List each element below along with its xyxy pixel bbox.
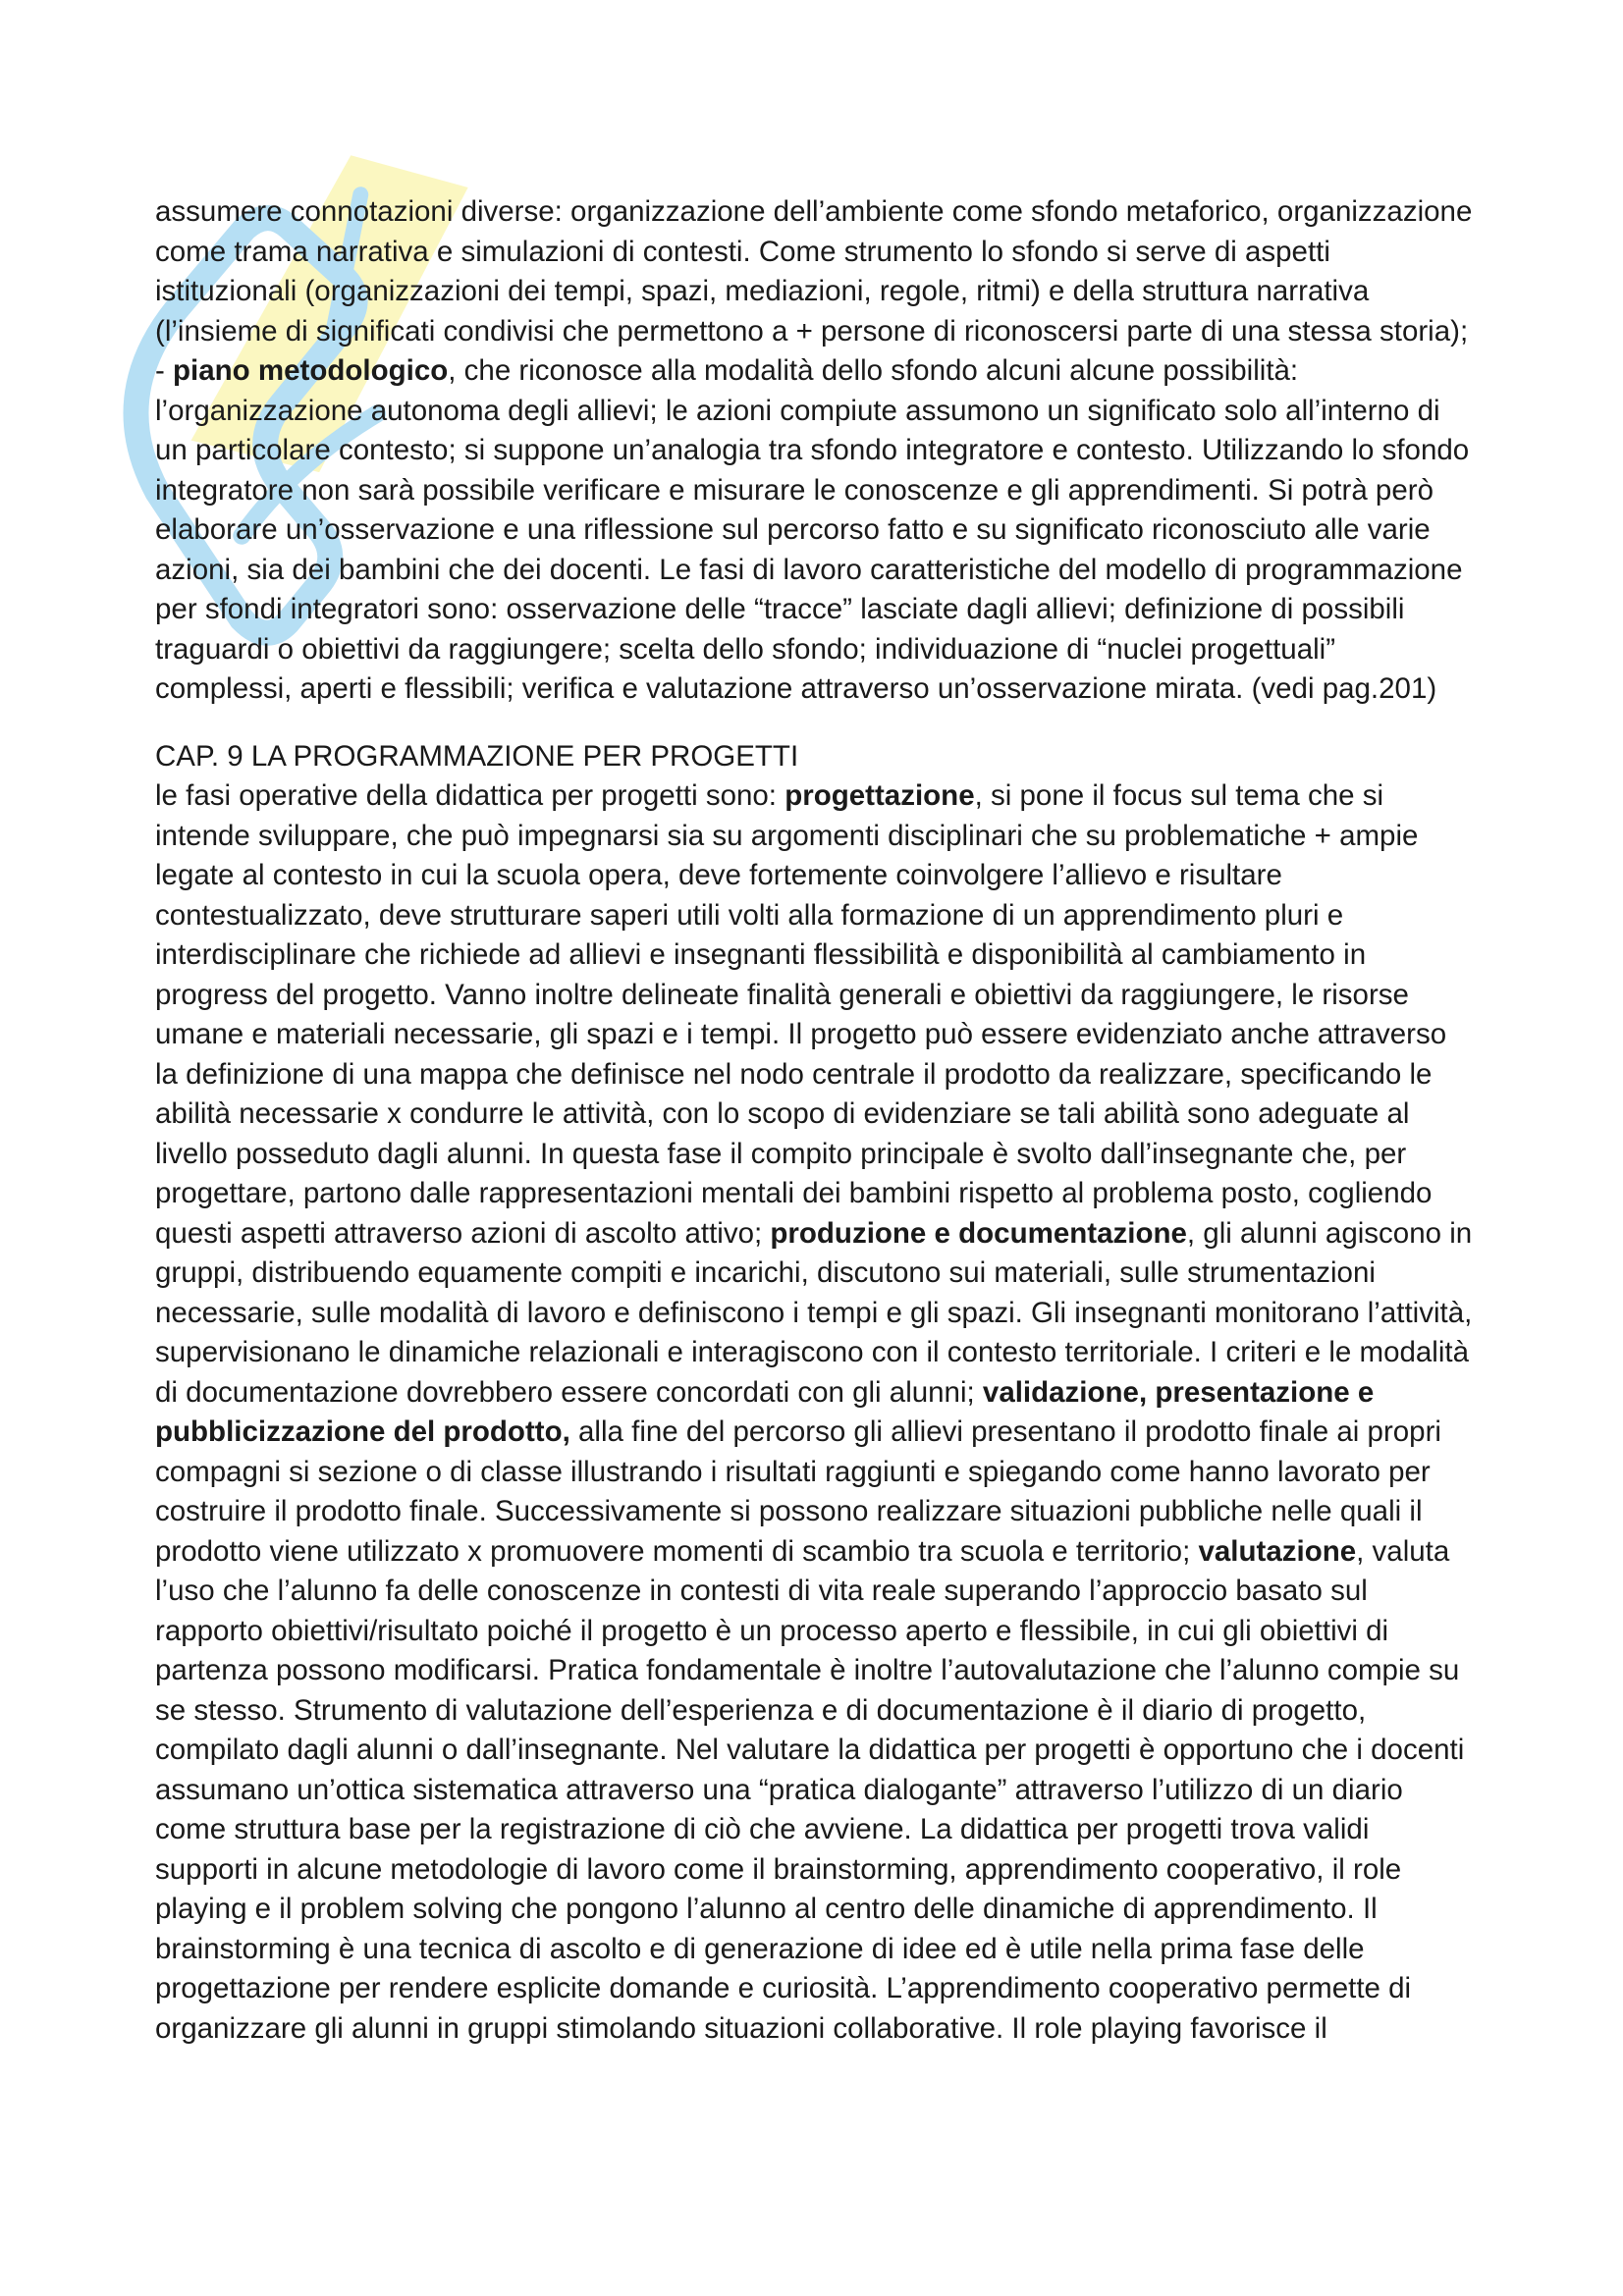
bold-term-validazione: validazione, presentazione e pubblicizzazione del prodotto, xyxy=(155,1375,1375,1448)
bold-term-valutazione: valutazione xyxy=(1198,1534,1357,1568)
bold-term-progettazione: progettazione xyxy=(784,779,975,812)
text-run: le fasi operative della didattica per progetti sono: xyxy=(155,779,785,812)
text-run: alla fine del percorso gli allievi presentano il prodotto finale ai propri compagni si sezione o di classe illustrando i risultati raggiunti e spiegando come hanno lavorato per costruire il prodotto finale. Successivamente si possono realizzare situazioni pubbliche nelle quali il prodotto viene utilizzato x promuovere momenti di scambio tra scuola e territorio; xyxy=(155,1415,1441,1568)
paragraph-programmazione-progetti xyxy=(155,776,1476,2049)
text-run: , si pone il focus sul tema che si intende sviluppare, che può impegnarsi sia su argomenti disciplinari che su problematiche + ampie legate al contesto in cui la scuola opera, deve fortemente coinvolgere l’allievo e risultare contestualizzato, deve strutturare saperi utili volti alla formazione di un apprendimento pluri e interdisciplinare che richiede ad allievi e insegnanti flessibilità e disponibilità al cambiamento in progress del progetto. Vanno inoltre delineate finalità generali e obiettivi da raggiungere, le risorse umane e materiali necessarie, gli spazi e i tempi. Il progetto può essere evidenziato anche attraverso la definizione di una mappa che definisce nel nodo centrale il prodotto da realizzare, specificando le abilità necessarie x condurre le attività, con lo scopo di evidenziare se tali abilità sono adeguate al livello posseduto dagli alunni. In questa fase il compito principale è svolto dall’insegnante che, per progettare, partono dalle rappresentazioni mentali dei bambini rispetto al problema posto, cogliendo questi aspetti attraverso azioni di ascolto attivo; xyxy=(155,779,1447,1250)
bold-term-piano-metodologico: piano metodologico xyxy=(173,354,449,387)
paragraph-sfondo-integratore xyxy=(155,192,1476,710)
bold-term-produzione-documentazione: produzione e documentazione xyxy=(770,1216,1187,1250)
text-run: assumere connotazioni diverse: organizzazione dell’ambiente come sfondo metaforico, organizzazione come trama narrativa e simulazioni di contesti. Come strumento lo sfondo si serve di aspetti istituzionali (organizzazioni dei tempi, spazi, mediazioni, regole, ritmi) e della struttura narrativa (l’insieme di significati condivisi che permettono a + persone di riconoscersi parte di una stessa storia); - xyxy=(155,195,1473,387)
text-run: , valuta l’uso che l’alunno fa delle conoscenze in contesti di vita reale superando l’approccio basato sul rapporto obiettivi/risultato poiché il progetto è un processo aperto e flessibile, in cui gli obiettivi di partenza possono modificarsi. Pratica fondamentale è inoltre l’autovalutazione che l’alunno compie su se stesso. Strumento di valutazione dell’esperienza e di documentazione è il diario di progetto, compilato dagli alunni o dall’insegnante. Nel valutare la didattica per progetti è opportuno che i docenti assumano un’ottica sistematica attraverso una “pratica dialogante” attraverso l’utilizzo di un diario come struttura base per la registrazione di ciò che avviene. La didattica per progetti trova validi supporti in alcune metodologie di lavoro come il brainstorming, apprendimento cooperativo, il role playing e il problem solving che pongono l’alunno al centro delle dinamiche di apprendimento. Il brainstorming è una tecnica di ascolto e di generazione di idee ed è utile nella prima fase delle progettazione per rendere esplicite domande e curiosità. L’apprendimento cooperativo permette di organizzare gli alunni in gruppi stimolando situazioni collaborative. Il role playing favorisce il xyxy=(155,1534,1465,2045)
text-run: , gli alunni agiscono in gruppi, distribuendo equamente compiti e incarichi, discutono sui materiali, sulle strumentazioni necessarie, sulle modalità di lavoro e definiscono i tempi e gli spazi. Gli insegnanti monitorano l’attività, supervisionano le dinamiche relazionali e interagiscono con il contesto territoriale. I criteri e le modalità di documentazione dovrebbero essere concordati con gli alunni; xyxy=(155,1216,1473,1409)
document-body xyxy=(155,192,1476,2049)
text-run: , che riconosce alla modalità dello sfondo alcuni alcune possibilità: l’organizzazione autonoma degli allievi; le azioni compiute assumono un significato solo all’interno di un particolare contesto; si suppone un’analogia tra sfondo integratore e contesto. Utilizzando lo sfondo integratore non sarà possibile verificare e misurare le conoscenze e gli apprendimenti. Si potrà però elaborare un’osservazione e una riflessione sul percorso fatto e su significato riconosciuto alle varie azioni, sia dei bambini che dei docenti. Le fasi di lavoro caratteristiche del modello di programmazione per sfondi integratori sono: osservazione delle “tracce” lasciate dagli allievi; definizione di possibili traguardi o obiettivi da raggiungere; scelta dello sfondo; individuazione di “nuclei progettuali” complessi, aperti e flessibili; verifica e valutazione attraverso un’osservazione mirata. (vedi pag.201) xyxy=(155,354,1470,705)
chapter-heading: CAP. 9 LA PROGRAMMAZIONE PER PROGETTI xyxy=(155,739,799,773)
